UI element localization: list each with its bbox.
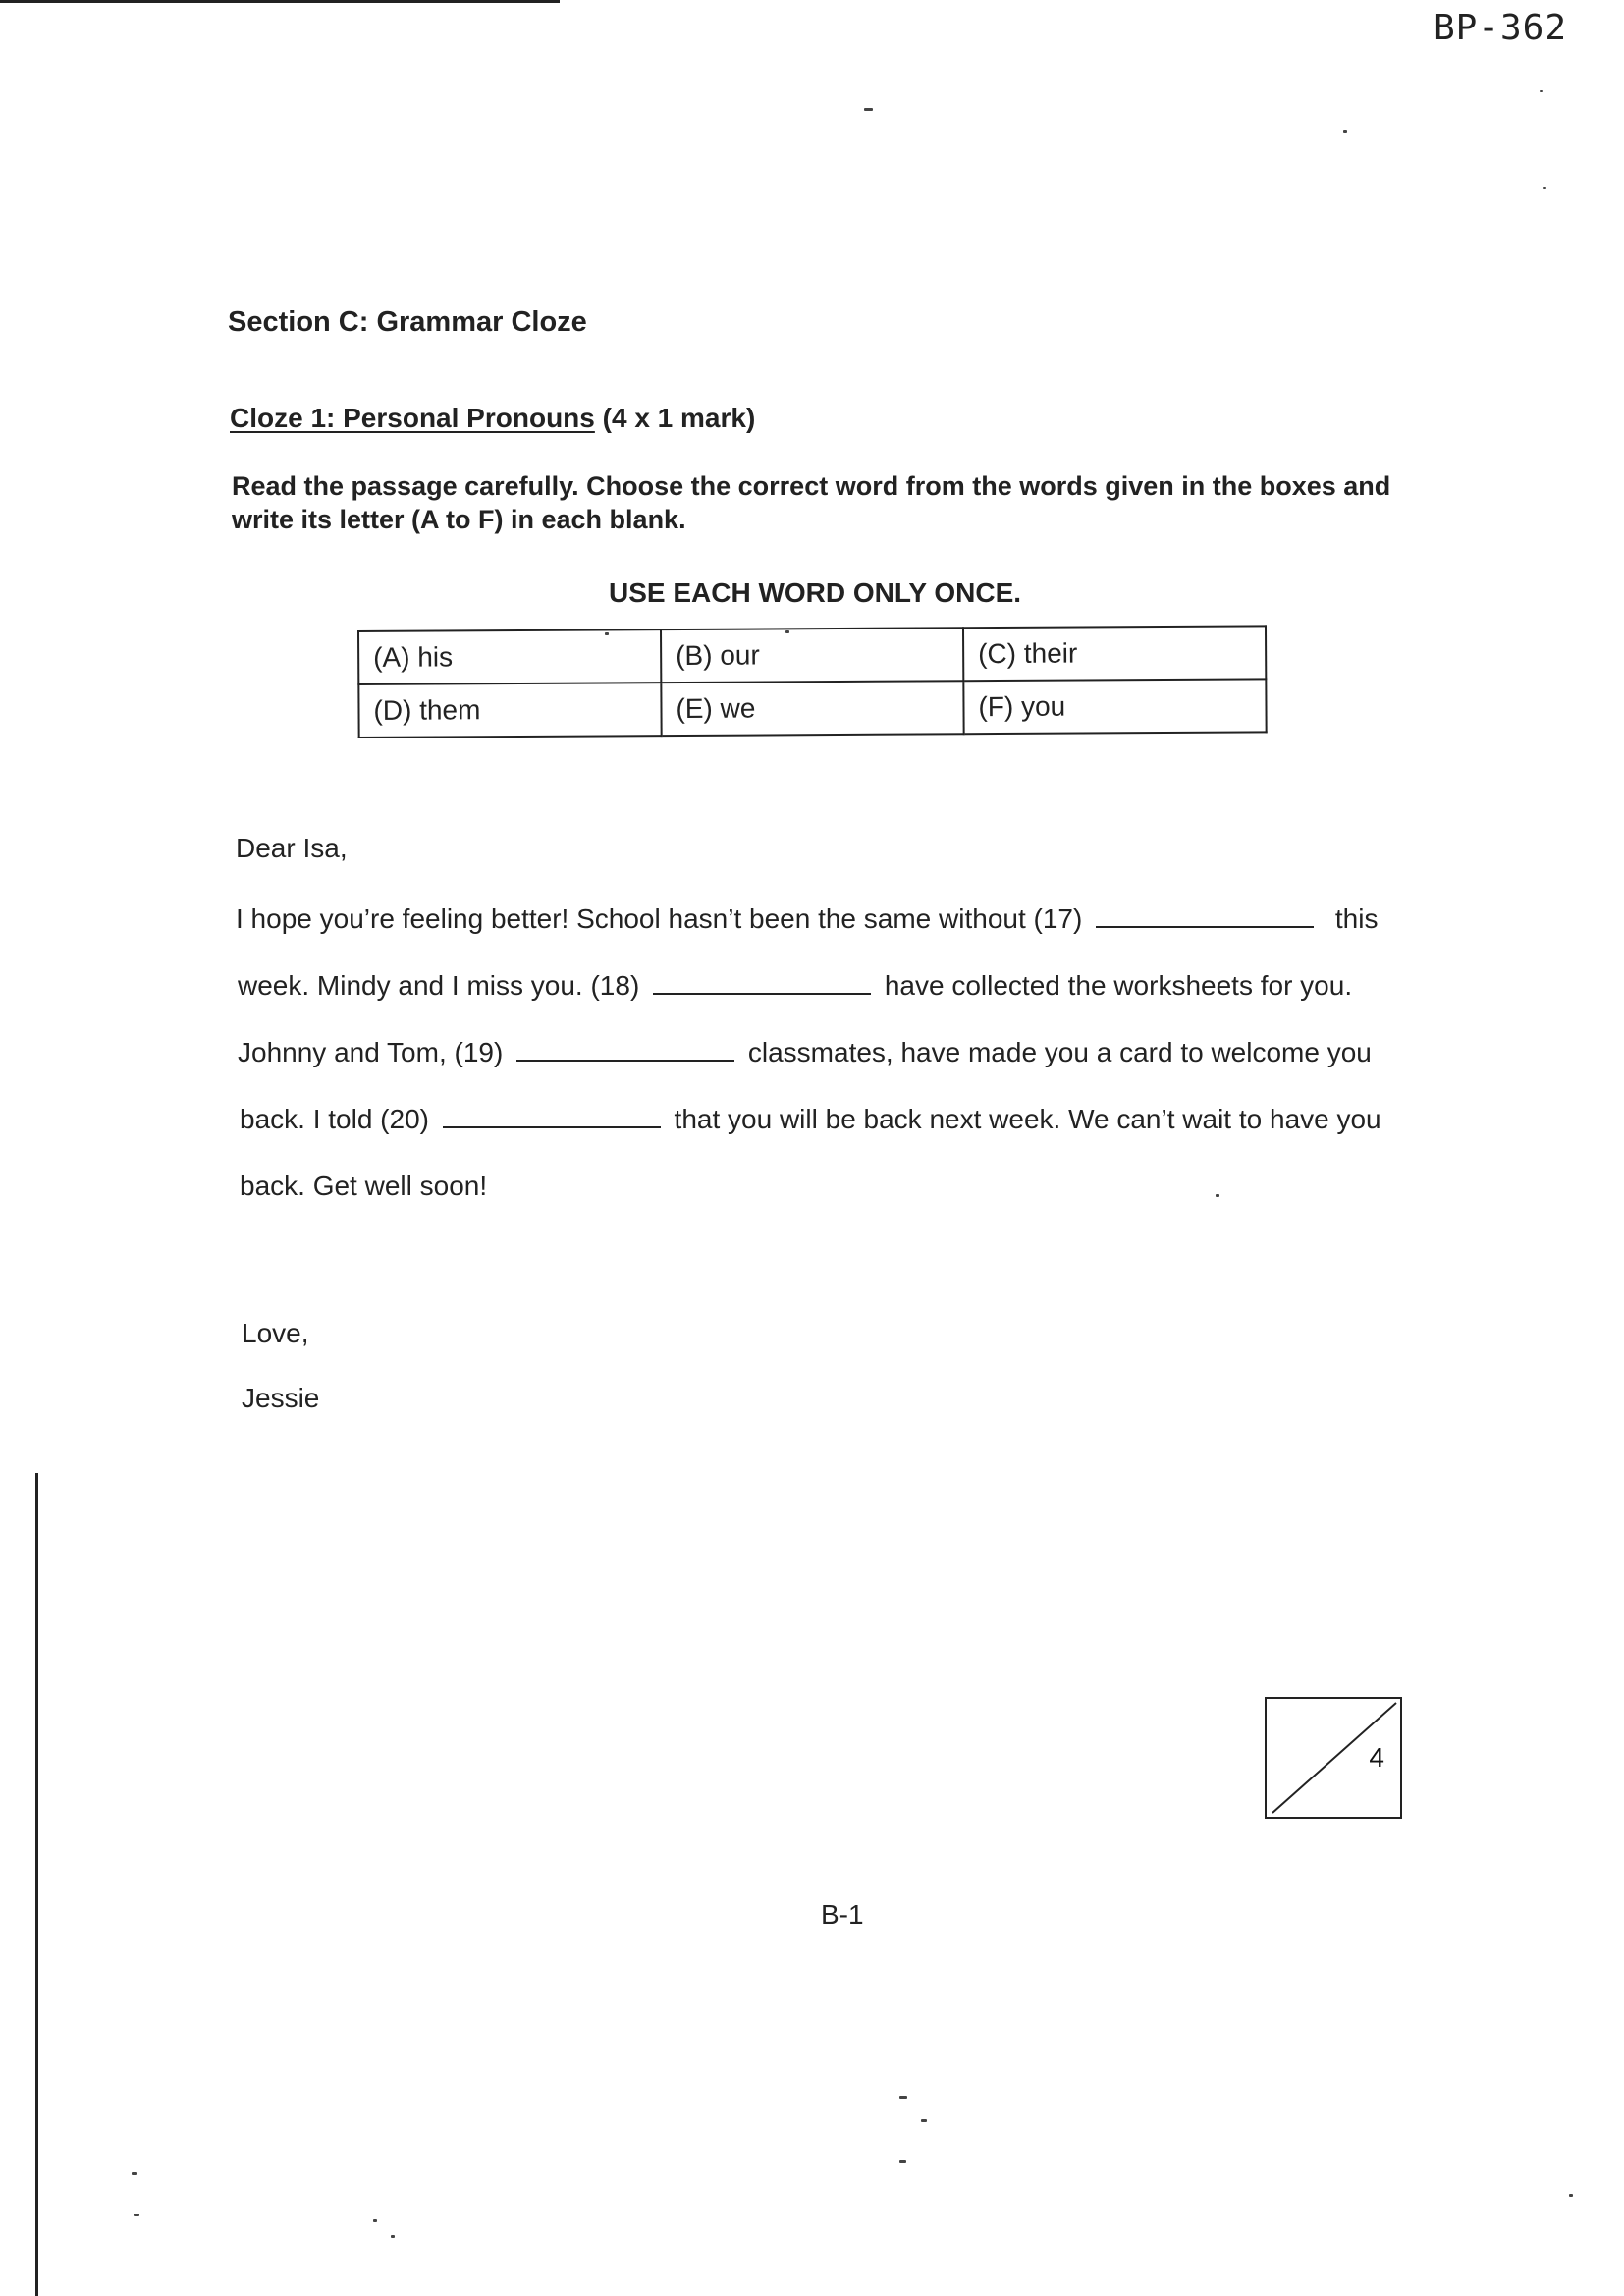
word-bank-row	[358, 626, 1266, 684]
answer-blank-18[interactable]	[653, 971, 871, 995]
passage-text: back. Get well soon!	[240, 1171, 488, 1201]
scan-speck	[605, 632, 609, 635]
letter-greeting: Dear Isa,	[236, 833, 348, 863]
passage-text: classmates, have made you a card to welcome you	[747, 1037, 1372, 1067]
answer-blank-20[interactable]	[443, 1105, 661, 1128]
paper-code: BP-362	[1433, 8, 1567, 48]
word-option-b: (B) our	[661, 628, 963, 683]
passage-line-1	[236, 903, 1378, 935]
passage-text: back. I told (20)	[240, 1104, 429, 1134]
passage-line-5	[240, 1171, 487, 1202]
passage-text: I hope you’re feeling better! School hasn’t been the same without (17)	[236, 903, 1083, 934]
word-bank-row	[358, 679, 1266, 738]
cloze-heading	[230, 403, 755, 434]
scan-speck	[1540, 90, 1543, 92]
word-option-e: (E) we	[661, 681, 963, 736]
answer-blank-19[interactable]	[516, 1038, 734, 1062]
scan-speck	[391, 2235, 395, 2238]
cloze-marks: (4 x 1 mark)	[602, 403, 756, 433]
word-option-a: (A) his	[358, 629, 661, 684]
left-edge-rule	[35, 1473, 38, 2296]
scan-speck	[1543, 187, 1546, 189]
word-option-d: (D) them	[358, 683, 661, 738]
use-once-rule: USE EACH WORD ONLY ONCE.	[609, 577, 1022, 608]
scan-speck	[1216, 1194, 1219, 1197]
scan-speck	[899, 2160, 906, 2163]
scan-speck	[921, 2119, 927, 2122]
scan-speck	[785, 630, 789, 633]
top-edge-rule	[0, 0, 560, 3]
scan-speck	[899, 2096, 907, 2099]
passage-line-2	[238, 970, 1352, 1002]
page-number: B-1	[821, 1899, 864, 1930]
scan-speck	[1343, 130, 1347, 133]
word-bank-table	[357, 625, 1268, 738]
passage-text: Johnny and Tom, (19)	[238, 1037, 504, 1067]
scan-speck	[1569, 2194, 1573, 2197]
score-box	[1265, 1697, 1402, 1819]
passage-text: week. Mindy and I miss you. (18)	[238, 970, 640, 1001]
passage-text: that you will be back next week. We can’t wait to have you	[674, 1104, 1381, 1134]
passage-text: have collected the worksheets for you.	[884, 970, 1353, 1001]
scan-speck	[864, 108, 873, 111]
word-option-c: (C) their	[963, 626, 1266, 681]
passage-line-3	[238, 1037, 1372, 1068]
passage-text: this	[1334, 903, 1379, 934]
passage-line-4	[240, 1104, 1381, 1135]
word-option-f: (F) you	[963, 679, 1266, 734]
cloze-title: Cloze 1: Personal Pronouns	[230, 403, 595, 433]
letter-signature: Jessie	[242, 1383, 320, 1413]
score-total: 4	[1369, 1742, 1384, 1773]
instructions: Read the passage carefully. Choose the correct word from the words given in the boxes and write its letter (A to F) in each blank.	[232, 471, 1391, 534]
scan-speck	[132, 2172, 137, 2175]
letter-closing: Love,	[242, 1318, 309, 1348]
answer-blank-17[interactable]	[1096, 904, 1314, 928]
scan-speck	[373, 2219, 377, 2222]
scan-speck	[134, 2214, 139, 2216]
section-title: Section C: Grammar Cloze	[228, 306, 587, 338]
